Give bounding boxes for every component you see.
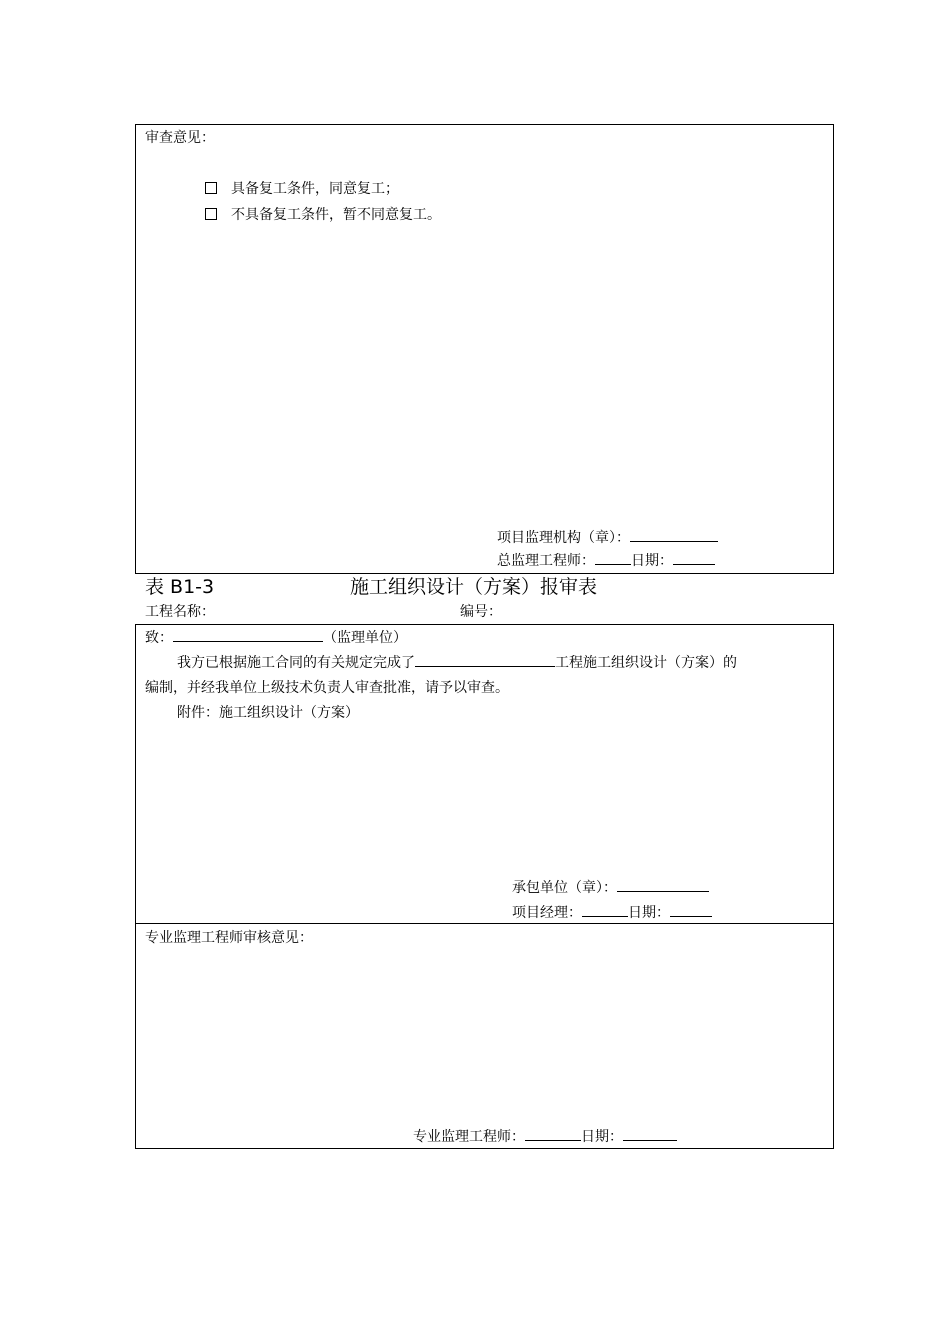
body-line-1-suffix: 工程施工组织设计（方案）的 xyxy=(555,655,737,671)
disagree-checkbox[interactable] xyxy=(205,208,217,220)
project-blank[interactable] xyxy=(415,653,555,667)
addressee-label: 致： xyxy=(145,630,173,646)
specialist-date-label: 日期： xyxy=(581,1129,623,1145)
agree-checkbox[interactable] xyxy=(205,182,217,194)
addressee-line xyxy=(145,628,407,647)
option-agree-text: 具备复工条件，同意复工； xyxy=(231,181,399,197)
supervision-org-label: 项目监理机构（章）： xyxy=(497,530,630,546)
chief-date-blank[interactable] xyxy=(673,551,715,565)
manager-label: 项目经理： xyxy=(512,905,582,921)
specialist-engineer-line xyxy=(413,1127,677,1146)
form-title: 施工组织设计（方案）报审表 xyxy=(350,576,598,598)
body-line-1 xyxy=(177,653,737,672)
attachment-line: 附件：施工组织设计（方案） xyxy=(177,705,359,721)
contractor-label: 承包单位（章）： xyxy=(512,880,617,896)
chief-engineer-blank[interactable] xyxy=(595,551,631,565)
specialist-engineer-blank[interactable] xyxy=(525,1127,581,1141)
body-line-1-prefix: 我方已根据施工合同的有关规定完成了 xyxy=(177,655,415,671)
supervision-org-blank[interactable] xyxy=(630,528,718,542)
contractor-blank[interactable] xyxy=(617,878,709,892)
option-disagree xyxy=(205,206,441,224)
option-disagree-text: 不具备复工条件，暂不同意复工。 xyxy=(231,207,441,223)
addressee-suffix: （监理单位） xyxy=(323,630,407,646)
supervision-org-line xyxy=(497,528,718,547)
addressee-blank[interactable] xyxy=(173,628,323,642)
manager-line xyxy=(512,903,712,922)
form-number: 表 B1-3 xyxy=(145,576,215,598)
specialist-engineer-label: 专业监理工程师： xyxy=(413,1129,525,1145)
specialist-review-label: 专业监理工程师审核意见： xyxy=(145,930,313,946)
chief-date-label: 日期： xyxy=(631,553,673,569)
chief-engineer-label: 总监理工程师： xyxy=(497,553,595,569)
review-opinion-label: 审查意见： xyxy=(145,130,215,146)
option-agree xyxy=(205,180,399,198)
contractor-line xyxy=(512,878,709,897)
serial-number-label: 编号： xyxy=(460,604,502,620)
manager-date-blank[interactable] xyxy=(670,903,712,917)
specialist-date-blank[interactable] xyxy=(623,1127,677,1141)
body-line-2: 编制，并经我单位上级技术负责人审查批准，请予以审查。 xyxy=(145,680,509,696)
chief-engineer-line xyxy=(497,551,715,570)
manager-date-label: 日期： xyxy=(628,905,670,921)
specialist-review-box xyxy=(135,923,834,1149)
manager-blank[interactable] xyxy=(582,903,628,917)
project-name-label: 工程名称： xyxy=(145,604,215,620)
